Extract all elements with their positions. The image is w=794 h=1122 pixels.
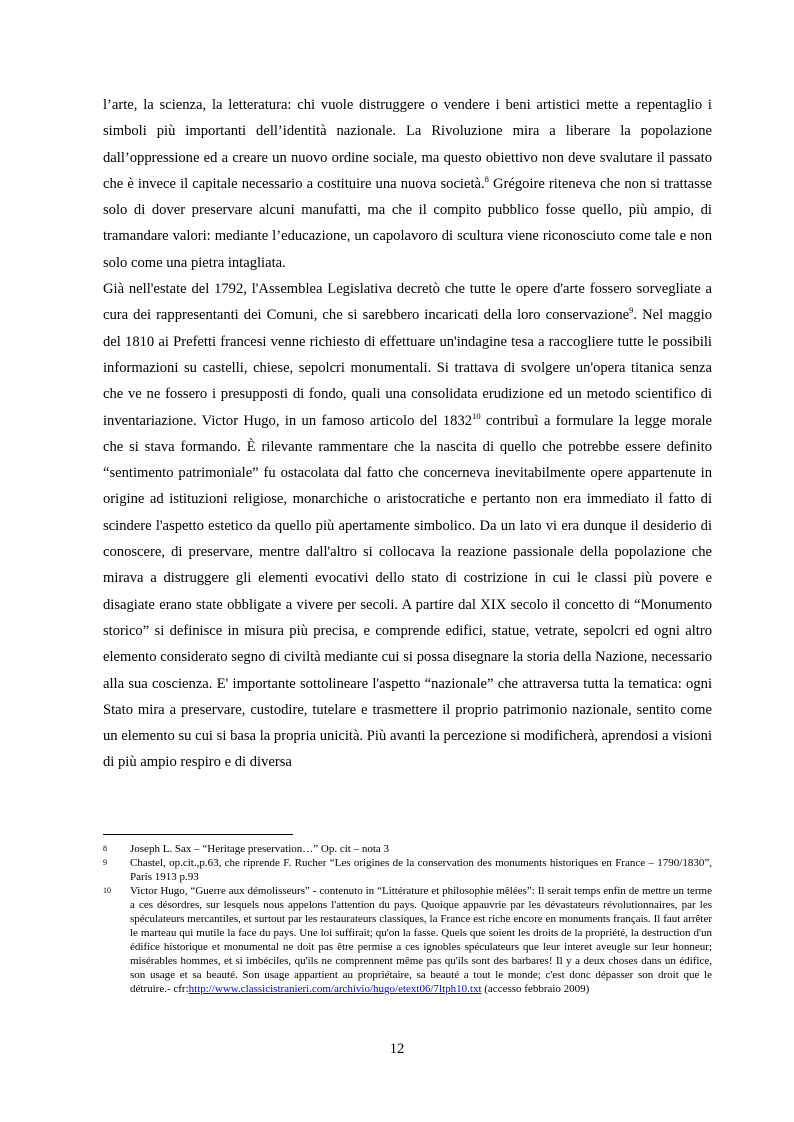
footnote-text: Joseph L. Sax – “Heritage preservation…” Op. cit – nota 3: [130, 843, 390, 855]
footnote-ref-10[interactable]: 10: [472, 410, 481, 421]
footnote-separator: [103, 834, 293, 835]
footnote-8: [103, 842, 712, 856]
page-body: [103, 92, 712, 776]
footnote-10: [103, 884, 712, 996]
source-link[interactable]: http://www.classicistranieri.com/archivio/hugo/etext06/7ltph10.txt: [188, 983, 482, 995]
footnote-9: [103, 856, 712, 884]
paragraph-1: [103, 92, 712, 276]
footnote-text: Chastel, op.cit.,p.63, che riprende F. Rucher “Les origines de la conservation des monuments historiques en France – 1790/1830”, Paris 1913 p.93: [130, 857, 712, 883]
footnote-text-body: Victor Hugo, “Guerre aux démolisseurs” - contenuto in “Littérature et philosophie mêlées”: Il serait temps enfin de mettre un terme a ces désordres, sur lesquels nous appelons l'attention du pays. Quoique appauvrie par les dévastateurs révolutionnaires, par les spéculateurs mercantiles, et surtout par les restaurateurs classiques, la France est riche encore en monuments français. Il faut arrêter le marteau qui mutile la face du pays. Une loi suffirait; qu'on la fasse. Quels que soient les droits de la propriété, la destruction d'un édifice historique et monumental ne doit pas être permise a ces ignobles spéculateurs que leur interet aveugle sur leur honneur; misérables hommes, et si imbéciles, qu'ils ne comprennent même pas qu'ils sont des barbares! Il y a deux choses dans un édifice, son usage et sa beauté. Son usage appartient au propriétaire, sa beauté a tout le monde; c'est donc dépasser son droit que le détruire.- cfr:: [130, 885, 712, 995]
footnote-number: 10: [103, 886, 111, 895]
paragraph-2-text-cont: . Nel maggio del 1810 ai Prefetti francesi venne richiesto di effettuare un'indagine tesa a raccogliere tutte le possibili informazioni su castelli, chiese, sepolcri monumentali. Si trattava di svolgere un'opera titanica senza che ve ne fossero i presupposti di fondo, quali una consolidata erudizione ed un metodo scientifico di inventariazione. Victor Hugo, in un famoso articolo del 1832: [103, 307, 712, 429]
paragraph-2-text: Già nell'estate del 1792, l'Assemblea Legislativa decretò che tutte le opere d'arte fossero sorvegliate a cura dei rappresentanti dei Comuni, che si sarebbero incaricati della loro conservazione: [103, 281, 712, 324]
paragraph-1-text: l’arte, la scienza, la letteratura: chi vuole distruggere o vendere i beni artistici mette a repentaglio i simboli più importanti dell’identità nazionale. La Rivoluzione mira a liberare la popolazione dall’oppressione ed a creare un nuovo ordine sociale, ma questo obiettivo non deve svalutare il passato che è invece il capitale necessario a costituire una nuova società.: [103, 97, 712, 192]
paragraph-2-text-end: contribuì a formulare la legge morale che si stava formando. È rilevante rammentare che la nascita di quello che potrebbe essere definito “sentimento patrimoniale” fu ostacolata dal fatto che concerneva inevitabilmente opere appartenute in origine ad istituzioni religiose, monarchiche o aristocratiche e pertanto non era immediato il fatto di scindere l'aspetto estetico da quello più apertamente simbolico. Da un lato vi era dunque il desiderio di conoscere, di preservare, mentre dall'altro si collocava la reazione passionale della popolazione che mirava a distruggere gli elementi evocativi dello stato di costrizione in cui le classi più povere e disagiate erano state obbligate a vivere per secoli. A partire dal XIX secolo il concetto di “Monumento storico” si definisce in misura più precisa, e comprende edifici, statue, vetrate, sepolcri ed ogni altro elemento considerato segno di civiltà mediante cui si possa disegnare la storia della Nazione, necessario alla sua coscienza. E' importante sottolineare l'aspetto “nazionale” che attraversa tutta la tematica: ogni Stato mira a preservare, custodire, tutelare e trasmettere il proprio patrimonio nazionale, sentito come un elemento su cui si basa la propria unicità. Più avanti la percezione si modificherà, aprendosi a visioni di più ampio respiro e di diversa: [103, 412, 712, 771]
footnote-text-tail: (accesso febbraio 2009): [481, 983, 590, 995]
footnote-text: [130, 884, 712, 996]
footnote-ref-9[interactable]: 9: [629, 305, 634, 316]
paragraph-1-text-cont: Grégoire riteneva che non si trattasse solo di dover preservare alcuni manufatti, ma che il compito pubblico fosse quello, più ampio, di tramandare valori: mediante l’educazione, un capolavoro di scultura viene riconosciuto come tale e non solo come una pietra intagliata.: [103, 175, 712, 271]
page-number: 12: [389, 1041, 405, 1057]
footnotes: [103, 842, 712, 996]
footnote-number: 8: [103, 844, 107, 853]
footnote-number: 9: [103, 858, 107, 867]
paragraph-2: [103, 276, 712, 776]
footnote-ref-8[interactable]: 8: [484, 173, 489, 184]
